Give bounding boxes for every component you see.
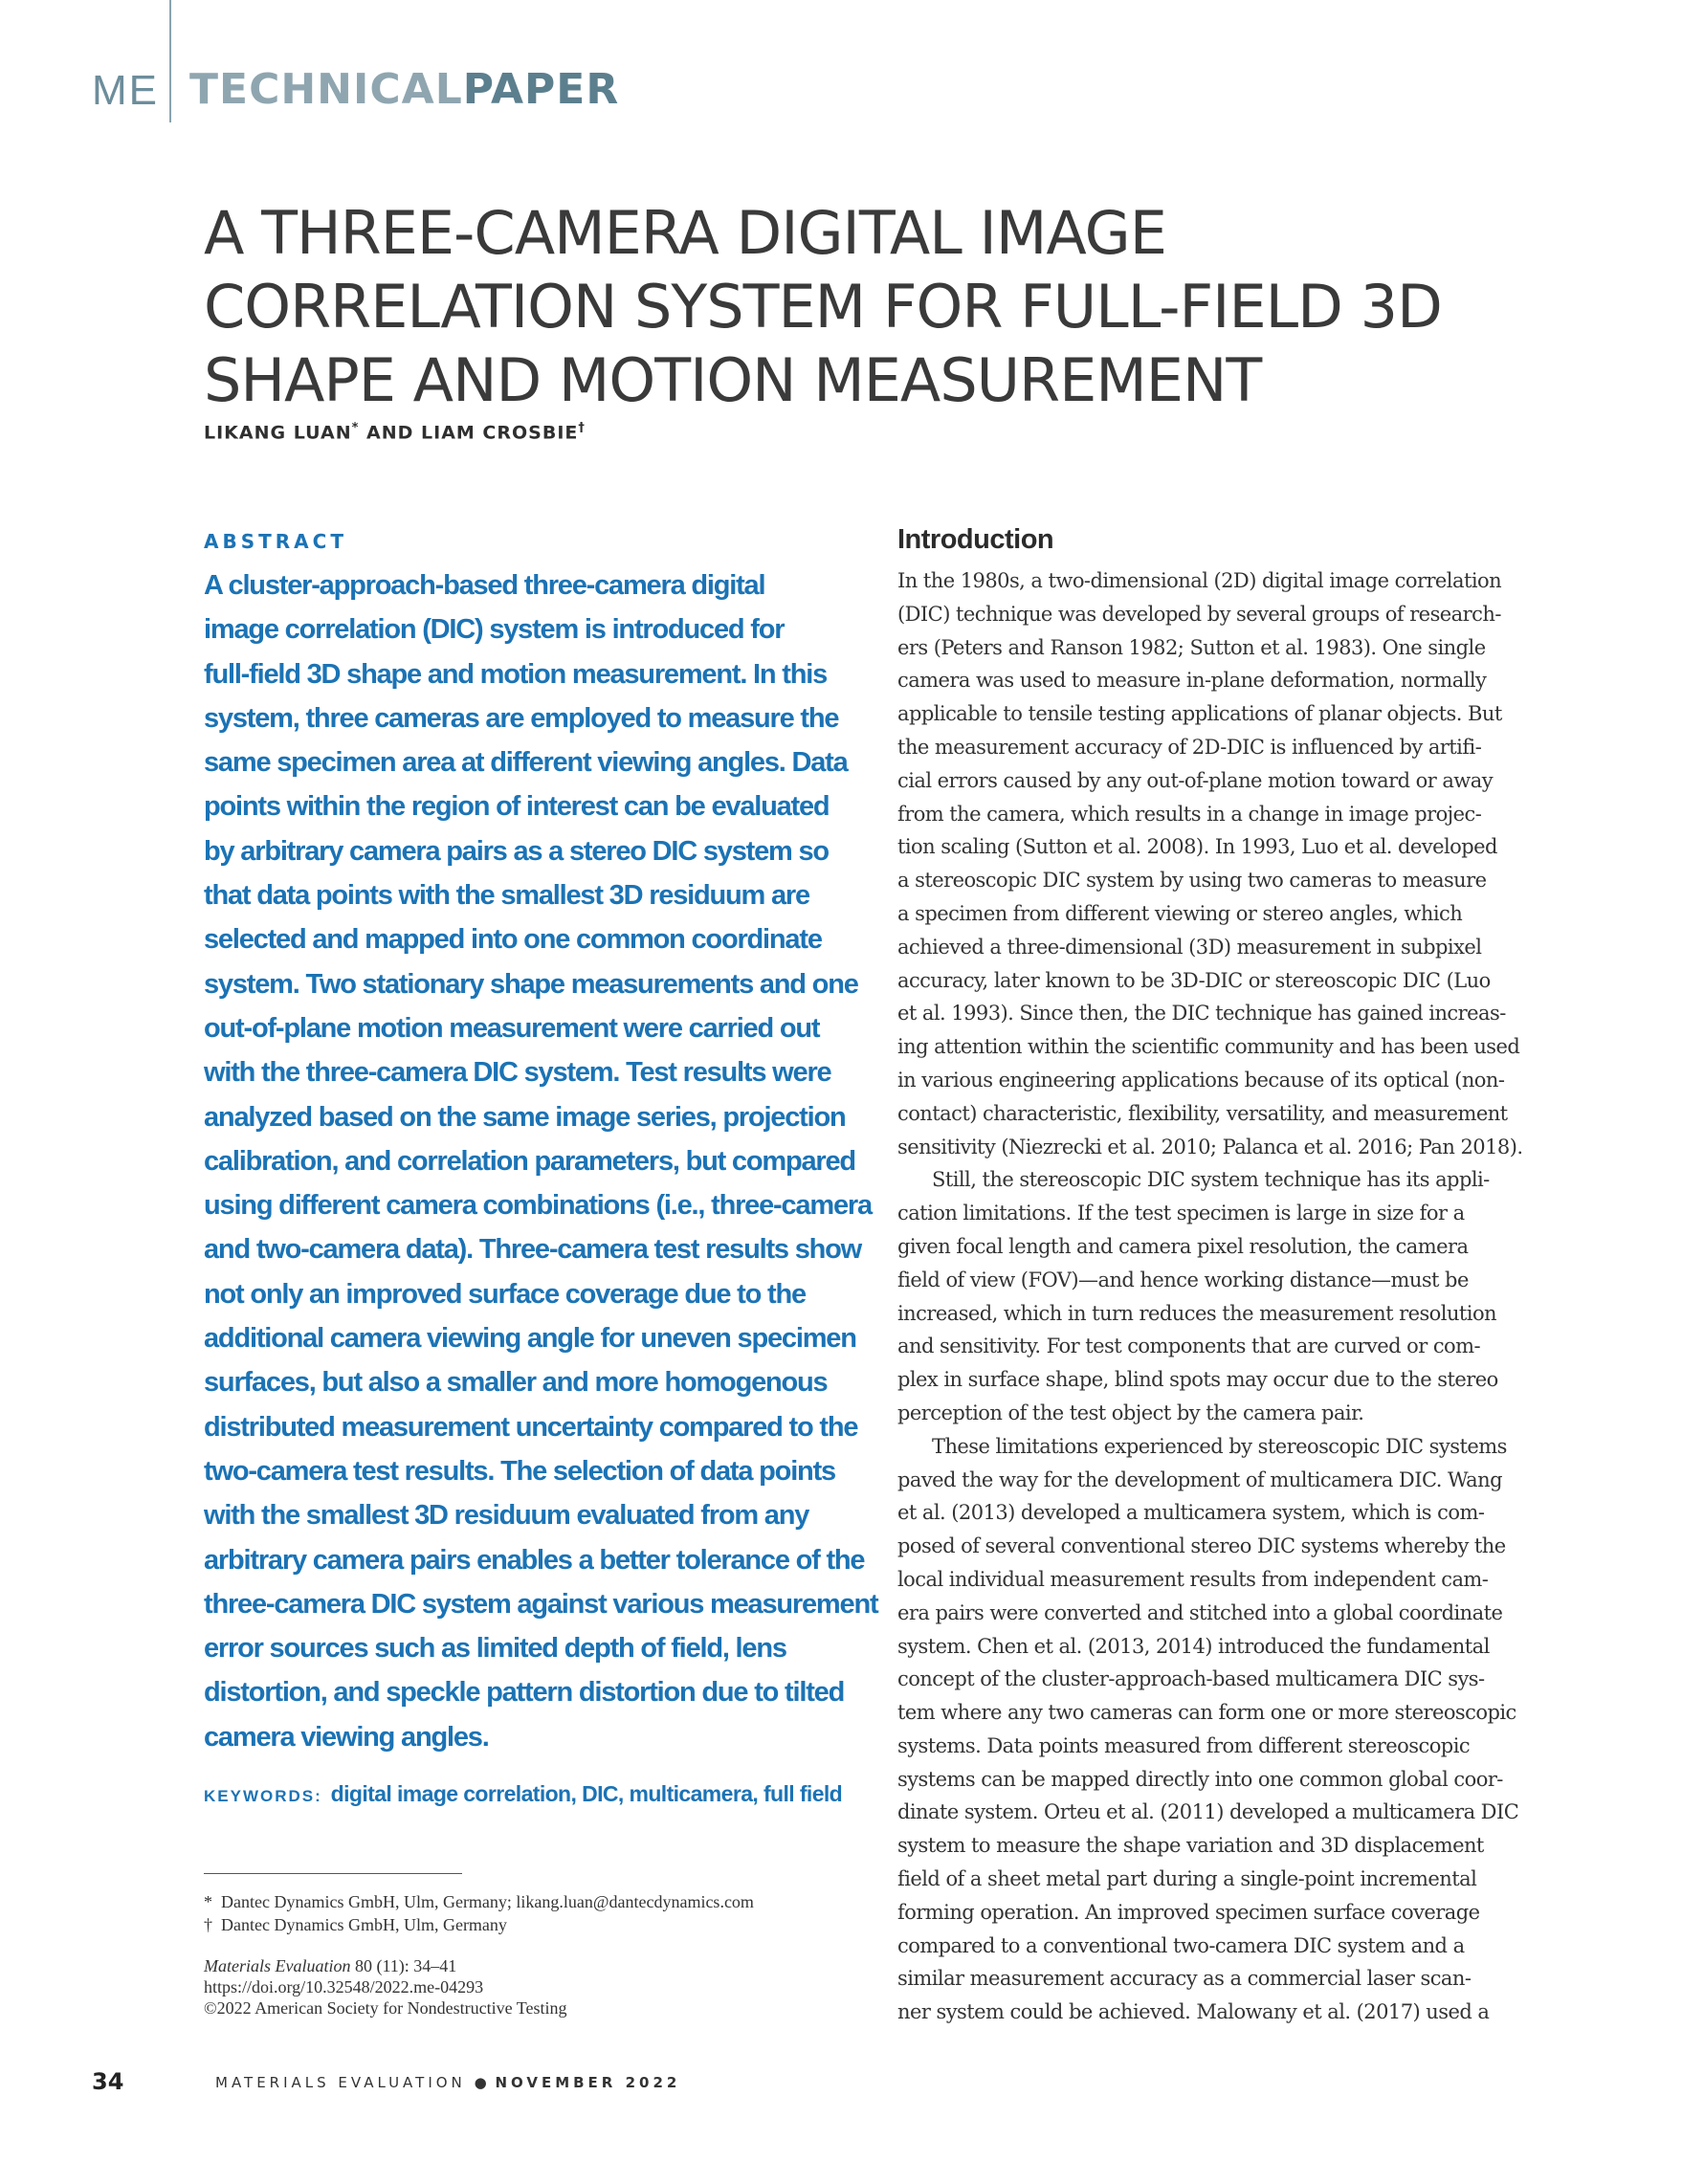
footnote-divider — [204, 1873, 462, 1874]
intro-line: dinate system. Orteu et al. (2011) developed a multicamera DIC — [897, 1800, 1519, 1824]
keywords — [204, 1781, 842, 1807]
intro-line: a stereoscopic DIC system by using two cameras to measure — [897, 869, 1487, 893]
abstract-line: A cluster-approach-based three-camera digital — [204, 570, 765, 601]
keywords-label: KEYWORDS: — [204, 1787, 322, 1805]
intro-line: concept of the cluster-approach-based multicamera DIC sys- — [897, 1667, 1485, 1691]
abstract-heading: ABSTRACT — [204, 530, 347, 553]
intro-line: compared to a conventional two-camera DIC system and a — [897, 1933, 1465, 1957]
intro-line: systems can be mapped directly into one common global coor- — [897, 1767, 1503, 1791]
author-line — [204, 421, 586, 443]
abstract-line: out-of-plane motion measurement were carried out — [204, 1012, 820, 1044]
intro-line: accuracy, later known to be 3D-DIC or stereoscopic DIC (Luo — [897, 968, 1491, 992]
intro-line: plex in surface shape, blind spots may occur due to the stereo — [897, 1368, 1498, 1392]
intro-line: from the camera, which results in a change in image projec- — [897, 802, 1482, 826]
intro-line: given focal length and camera pixel resolution, the camera — [897, 1234, 1469, 1258]
intro-line: In the 1980s, a two-dimensional (2D) digital image correlation — [897, 569, 1502, 592]
abstract-line: two-camera test results. The selection of data points — [204, 1455, 835, 1487]
abstract-line: analyzed based on the same image series, projection — [204, 1101, 846, 1133]
intro-line: camera was used to measure in-plane deformation, normally — [897, 669, 1487, 693]
intro-line: increased, which in turn reduces the measurement resolution — [897, 1301, 1497, 1325]
intro-line: ner system could be achieved. Malowany et al. (2017) used a — [897, 2000, 1490, 2024]
citation-copyright: ©2022 American Society for Nondestructive Testing — [204, 1998, 567, 2018]
title-line: CORRELATION SYSTEM FOR FULL-FIELD 3D — [204, 272, 1442, 342]
abstract-line: with the smallest 3D residuum evaluated from any — [204, 1500, 809, 1532]
intro-line: and sensitivity. For test components that are curved or com- — [897, 1335, 1481, 1358]
intro-line: posed of several conventional stereo DIC systems whereby the — [897, 1534, 1506, 1558]
intro-line: tion scaling (Sutton et al. 2008). In 1993, Luo et al. developed — [897, 835, 1497, 859]
abstract-line: that data points with the smallest 3D residuum are — [204, 880, 809, 912]
keywords-list: digital image correlation, DIC, multicamera, full field — [330, 1781, 843, 1806]
footer-journal: MATERIALS EVALUATION — [215, 2074, 466, 2091]
introduction-body — [897, 564, 1558, 2029]
intro-line: forming operation. An improved specimen surface coverage — [897, 1900, 1480, 1924]
intro-line: cation limitations. If the test specimen is large in size for a — [897, 1202, 1465, 1225]
footer-bullet: ● — [474, 2074, 487, 2091]
paper-type-bold: PAPER — [462, 65, 620, 114]
intro-line: (DIC) technique was developed by several groups of research- — [897, 602, 1501, 626]
intro-line: field of a sheet metal part during a single-point incremental — [897, 1867, 1477, 1891]
author-1-mark: * — [351, 421, 360, 435]
abstract-line: system. Two stationary shape measurements and one — [204, 968, 858, 1000]
abstract-line: points within the region of interest can be evaluated — [204, 791, 830, 823]
intro-line: paved the way for the development of multicamera DIC. Wang — [897, 1467, 1503, 1491]
intro-line: ers (Peters and Ranson 1982; Sutton et al. 1983). One single — [897, 635, 1486, 659]
intro-line: et al. (2013) developed a multicamera system, which is com- — [897, 1501, 1485, 1525]
intro-line: contact) characteristic, flexibility, versatility, and measurement — [897, 1101, 1508, 1125]
author-join: AND — [359, 422, 422, 444]
abstract-line: image correlation (DIC) system is introduced for — [204, 614, 785, 646]
footer-issue: NOVEMBER 2022 — [495, 2074, 681, 2091]
abstract-line: selected and mapped into one common coordinate — [204, 924, 822, 956]
author-1: LIKANG LUAN — [204, 422, 352, 444]
abstract-line: by arbitrary camera pairs as a stereo DIC system so — [204, 835, 829, 867]
intro-line: et al. 1993). Since then, the DIC technique has gained increas- — [897, 1002, 1506, 1026]
intro-line: tem where any two cameras can form one or more stereoscopic — [897, 1701, 1516, 1725]
title-line: SHAPE AND MOTION MEASUREMENT — [204, 345, 1262, 415]
abstract-line: calibration, and correlation parameters, but compared — [204, 1145, 855, 1177]
author-2-mark: † — [578, 421, 586, 435]
intro-line: systems. Data points measured from different stereoscopic — [897, 1733, 1471, 1757]
title-line: A THREE-CAMERA DIGITAL IMAGE — [204, 198, 1166, 268]
intro-line: similar measurement accuracy as a commercial laser scan- — [897, 1967, 1472, 1991]
intro-line: system. Chen et al. (2013, 2014) introduced the fundamental — [897, 1634, 1490, 1658]
abstract-line: additional camera viewing angle for uneven specimen — [204, 1323, 856, 1355]
paper-type-label — [189, 65, 619, 114]
abstract-line: arbitrary camera pairs enables a better tolerance of the — [204, 1544, 865, 1576]
intro-line: the measurement accuracy of 2D-DIC is influenced by artifi- — [897, 735, 1482, 759]
intro-line: ing attention within the scientific community and has been used — [897, 1035, 1520, 1059]
abstract-line: three-camera DIC system against various measurement — [204, 1588, 878, 1620]
intro-line: local individual measurement results from independent cam- — [897, 1567, 1489, 1591]
abstract-line: distributed measurement uncertainty compared to the — [204, 1411, 858, 1443]
abstract-line: and two-camera data). Three-camera test results show — [204, 1234, 862, 1266]
section-label: ME — [92, 67, 159, 114]
intro-line: system to measure the shape variation and 3D displacement — [897, 1834, 1484, 1858]
abstract-line: system, three cameras are employed to measure the — [204, 702, 839, 734]
intro-line: perception of the test object by the camera pair. — [897, 1401, 1364, 1424]
running-footer — [215, 2074, 680, 2091]
intro-line: Still, the stereoscopic DIC system technique has its appli- — [932, 1168, 1490, 1192]
intro-line: field of view (FOV)—and hence working distance—must be — [897, 1268, 1469, 1291]
intro-line: era pairs were converted and stitched into a global coordinate — [897, 1600, 1503, 1624]
intro-line: in various engineering applications because of its optical (non- — [897, 1068, 1505, 1092]
citation-block — [204, 1955, 567, 2019]
abstract-line: surfaces, but also a smaller and more homogenous — [204, 1367, 828, 1399]
paper-type-light: TECHNICAL — [189, 65, 463, 114]
abstract-line: full-field 3D shape and motion measurement. In this — [204, 658, 828, 690]
intro-line: applicable to tensile testing applications of planar objects. But — [897, 702, 1502, 726]
abstract-line: same specimen area at different viewing angles. Data — [204, 747, 848, 779]
abstract-line: using different camera combinations (i.e., three-camera — [204, 1190, 872, 1222]
intro-line: sensitivity (Niezrecki et al. 2010; Palanca et al. 2016; Pan 2018). — [897, 1135, 1523, 1158]
abstract-body — [204, 563, 878, 1759]
abstract-line: camera viewing angles. — [204, 1721, 489, 1753]
citation-doi[interactable]: https://doi.org/10.32548/2022.me-04293 — [204, 1977, 484, 1996]
intro-line: cial errors caused by any out-of-plane motion toward or away — [897, 768, 1494, 792]
citation-volume: 80 (11): 34–41 — [350, 1956, 457, 1975]
footnote-2: † Dantec Dynamics GmbH, Ulm, Germany — [204, 1915, 507, 1934]
page-number: 34 — [92, 2068, 124, 2095]
intro-line: achieved a three-dimensional (3D) measurement in subpixel — [897, 935, 1482, 959]
introduction-heading: Introduction — [897, 524, 1054, 555]
abstract-line: with the three-camera DIC system. Test results were — [204, 1057, 831, 1089]
intro-line: a specimen from different viewing or stereo angles, which — [897, 901, 1463, 925]
abstract-line: error sources such as limited depth of field, lens — [204, 1633, 786, 1665]
abstract-line: distortion, and speckle pattern distortion due to tilted — [204, 1677, 845, 1709]
abstract-line: not only an improved surface coverage due to the — [204, 1278, 806, 1310]
footnote-1: * Dantec Dynamics GmbH, Ulm, Germany; likang.luan@dantecdynamics.com — [204, 1892, 754, 1911]
article-title — [204, 196, 1543, 417]
author-2: LIAM CROSBIE — [421, 422, 579, 444]
citation-journal: Materials Evaluation — [204, 1956, 351, 1975]
intro-line: These limitations experienced by stereoscopic DIC systems — [932, 1434, 1507, 1458]
header-divider — [169, 0, 171, 122]
